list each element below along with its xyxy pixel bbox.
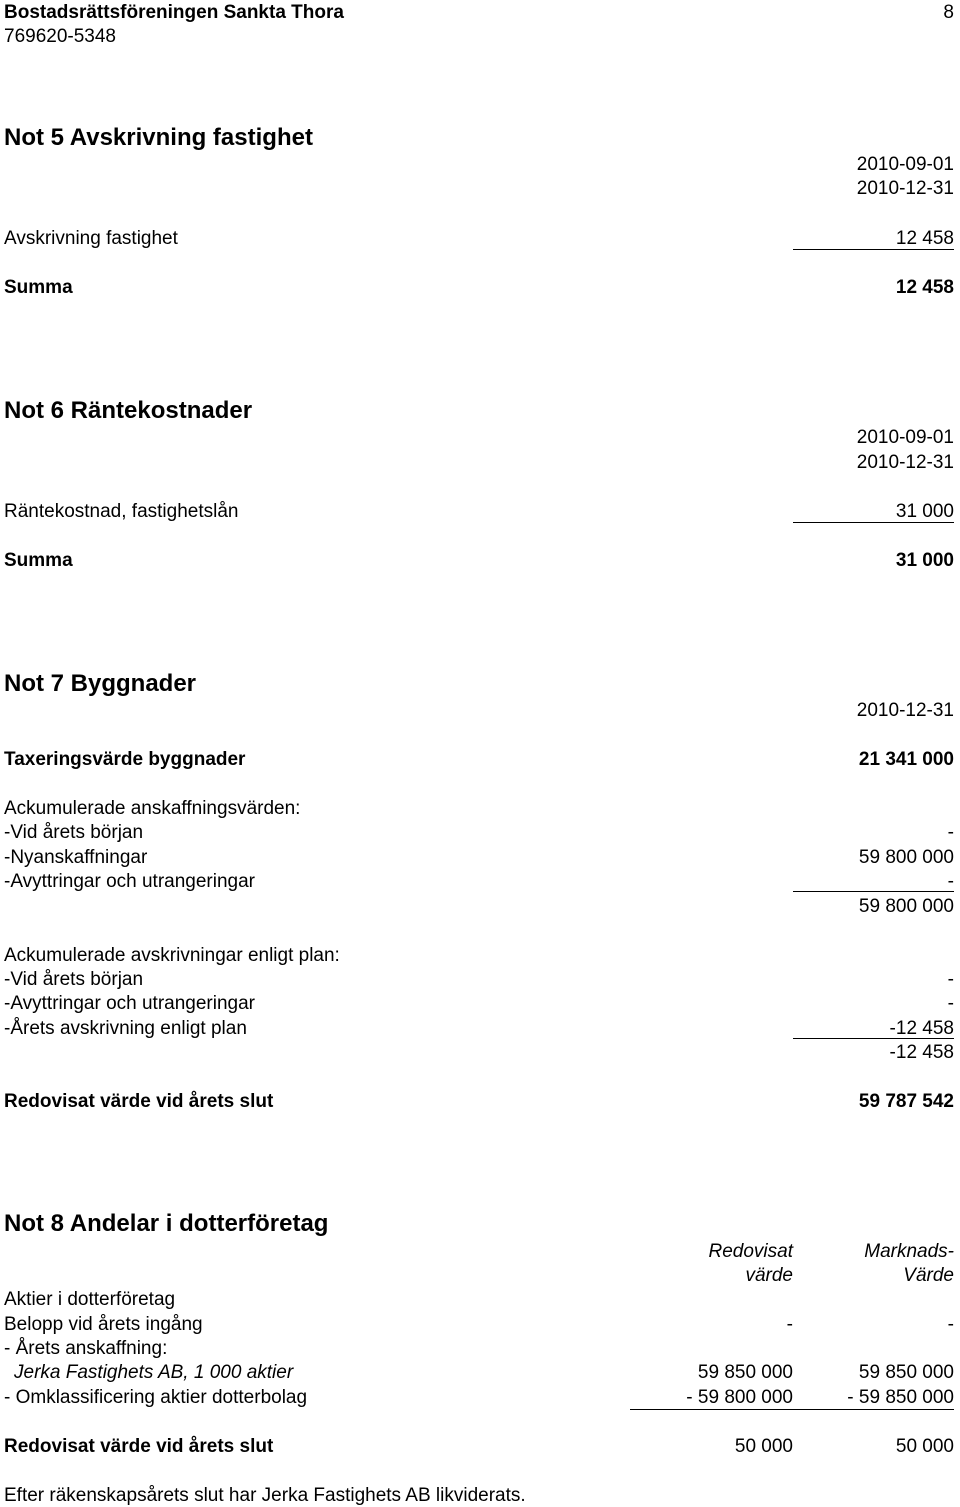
note7-tax-label: Taxeringsvärde byggnader (4, 749, 246, 770)
note7-dep-heading: Ackumulerade avskrivningar enligt plan: (4, 945, 340, 966)
note5-row-value: 12 458 (895, 228, 954, 249)
note8-col-book-header-2: värde (745, 1265, 793, 1286)
note6-period-end: 2010-12-31 (856, 452, 954, 473)
note8-opening-label: Belopp vid årets ingång (4, 1314, 203, 1335)
note7-acq-row-value: - (947, 871, 954, 892)
note5-title: Not 5 Avskrivning fastighet (4, 124, 313, 151)
note7-dep-row-label: -Vid årets början (4, 969, 144, 990)
note7-dep-total: -12 458 (889, 1042, 954, 1063)
note5-period-start: 2010-09-01 (856, 154, 954, 175)
note5-row-label: Avskrivning fastighet (4, 228, 178, 249)
note7-acq-total: 59 800 000 (858, 896, 954, 917)
note8-reclass-label: - Omklassificering aktier dotterbolag (4, 1387, 308, 1408)
org-number: 769620-5348 (4, 26, 116, 47)
note7-title: Not 7 Byggnader (4, 670, 197, 697)
note7-dep-row-value: -12 458 (889, 1018, 954, 1039)
note7-book-label: Redovisat värde vid årets slut (4, 1091, 274, 1112)
org-name: Bostadsrättsföreningen Sankta Thora (4, 2, 344, 23)
note7-acq-heading: Ackumulerade anskaffningsvärden: (4, 798, 301, 819)
note8-col-market-header-2: Värde (903, 1265, 954, 1286)
note7-dep-total-rule (793, 1038, 954, 1039)
note6-period-start: 2010-09-01 (856, 427, 954, 448)
note7-tax-value: 21 341 000 (858, 749, 954, 770)
note8-reclass-market: - 59 850 000 (847, 1387, 954, 1408)
note8-col-book-header: Redovisat (708, 1241, 793, 1262)
note8-col-market-header: Marknads- (864, 1241, 954, 1262)
note6-sum-label: Summa (4, 550, 73, 571)
note7-date: 2010-12-31 (856, 700, 954, 721)
note7-acq-row-label: -Nyanskaffningar (4, 847, 148, 868)
note7-book-value: 59 787 542 (858, 1091, 954, 1112)
note8-reclass-book: - 59 800 000 (686, 1387, 793, 1408)
note7-dep-row-label: -Årets avskrivning enligt plan (4, 1018, 247, 1039)
note7-acq-row-label: -Avyttringar och utrangeringar (4, 871, 255, 892)
note6-title: Not 6 Räntekostnader (4, 397, 253, 424)
note8-footnote: Efter räkenskapsårets slut har Jerka Fastighets AB likviderats. (4, 1485, 526, 1506)
note6-row-value: 31 000 (895, 501, 954, 522)
note7-dep-row-label: -Avyttringar och utrangeringar (4, 993, 255, 1014)
note5-period-end: 2010-12-31 (856, 178, 954, 199)
page-number: 8 (943, 2, 954, 23)
note8-book-value: 50 000 (734, 1436, 793, 1457)
note8-company-book: 59 850 000 (697, 1362, 793, 1383)
note7-acq-total-rule (793, 891, 954, 892)
note8-total-rule (630, 1409, 954, 1410)
note8-opening-book: - (786, 1314, 793, 1335)
note7-dep-row-value: - (947, 993, 954, 1014)
note5-sum-label: Summa (4, 277, 73, 298)
note8-company-label: Jerka Fastighets AB, 1 000 aktier (14, 1362, 294, 1383)
note6-sum-value: 31 000 (895, 550, 954, 571)
note6-sum-rule (793, 522, 954, 523)
note7-dep-row-value: - (947, 969, 954, 990)
note5-sum-value: 12 458 (895, 277, 954, 298)
note8-market-value: 50 000 (895, 1436, 954, 1457)
note8-book-label: Redovisat värde vid årets slut (4, 1436, 274, 1457)
note5-sum-rule (793, 249, 954, 250)
note8-opening-market: - (947, 1314, 954, 1335)
note7-acq-row-value: 59 800 000 (858, 847, 954, 868)
note8-acq-label: - Årets anskaffning: (4, 1338, 168, 1359)
note7-acq-row-label: -Vid årets början (4, 822, 144, 843)
note8-section: Aktier i dotterföretag (4, 1289, 176, 1310)
note8-title: Not 8 Andelar i dotterföretag (4, 1210, 329, 1237)
note7-acq-row-value: - (947, 822, 954, 843)
note6-row-label: Räntekostnad, fastighetslån (4, 501, 239, 522)
note8-company-market: 59 850 000 (858, 1362, 954, 1383)
